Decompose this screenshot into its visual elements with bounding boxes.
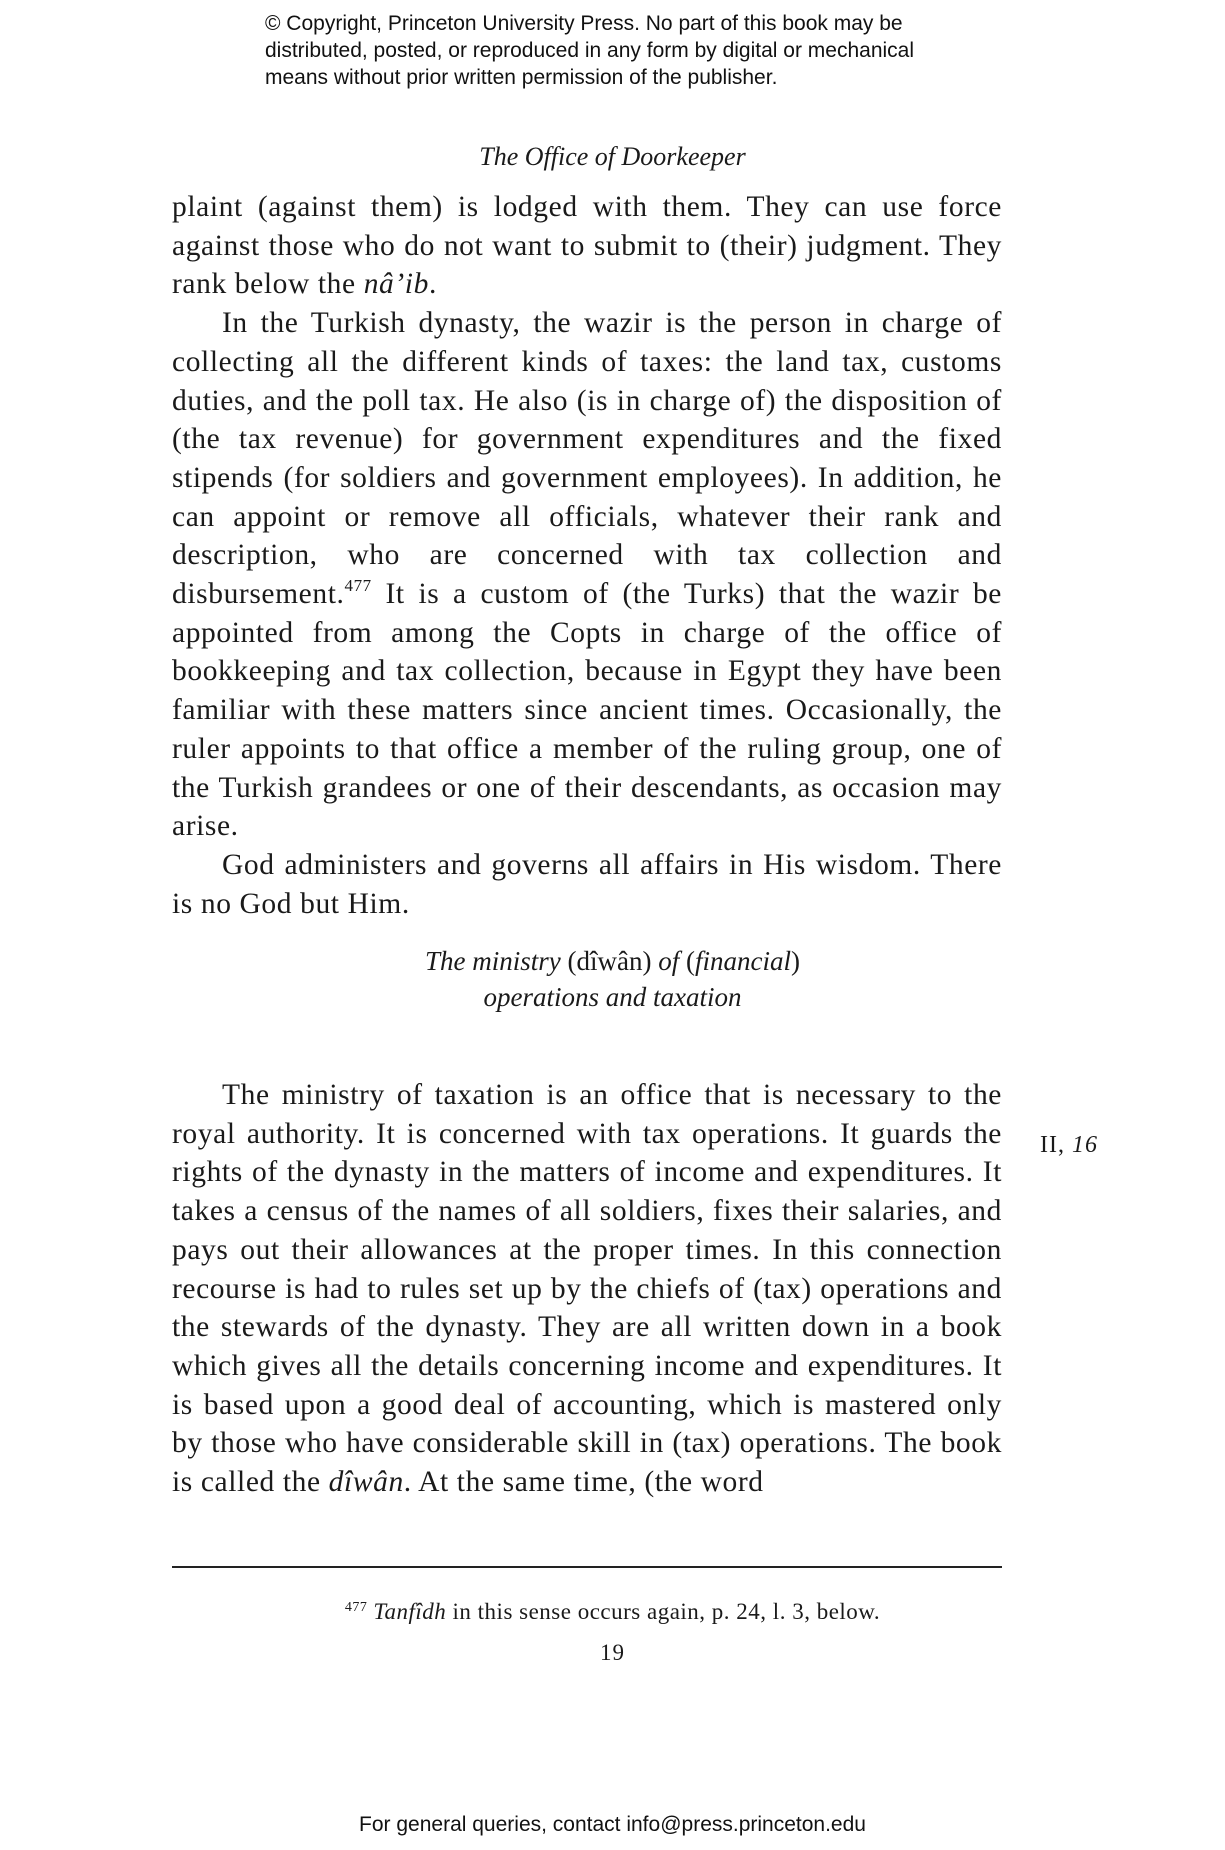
section-heading-line-2: operations and taxation [483,982,742,1012]
paragraph: God administers and governs all affairs in His wisdom. There is no God but Him. [172,848,1002,920]
italic-term: dîwân [328,1466,404,1499]
section-heading [0,943,1225,1015]
section-heading-line-1 [0,943,1225,979]
heading-part: ( [679,946,695,976]
copyright-line: distributed, posted, or reproduced in any form by digital or mechanical [265,39,915,62]
margin-reference [1040,1130,1098,1160]
paragraph [172,304,1002,846]
copyright-line: © Copyright, Princeton University Press. No part of this book may be [265,12,903,35]
running-head: The Office of Doorkeeper [479,142,746,171]
footnote [0,1593,1225,1627]
paragraph-continuation [172,188,1002,304]
footnote-term: Tanfîdh [373,1599,447,1624]
paragraph-text: The ministry of taxation is an office that is necessary to the royal authority. It is concerned with tax operations. It guards the rights of the dynasty in the matters of income and expenditures. It takes a census of the names of all soldiers, fixes their salaries, and pays out their allowances at the proper times. In this connection recourse is had to rules set up by the chiefs of (tax) operations and the stewards of the dynasty. They are all written down in a book which gives all the details concerning income and expenditures. It is based upon a good deal of accounting, which is mastered only by those who have considerable skill in (tax) operations. The book is called the [172,1079,1002,1499]
margin-volume: II, [1040,1132,1065,1158]
main-text-top [172,188,1002,923]
main-text-bottom [172,1076,1002,1502]
copyright-notice [265,10,1025,91]
footnote-number: 477 [344,1600,368,1615]
copyright-line: means without prior written permission of the publisher. [265,66,778,89]
paragraph-text: . [428,268,437,301]
paragraph-text: In the Turkish dynasty, the wazir is the person in charge of collecting all the different kinds of taxes: the land tax, customs duties, and the poll tax. He also (is in charge of) the disposition of (the tax revenue) for government expenditures and the fixed stipends (for soldiers and government employees). In addition, he can appoint or remove all officials, whatever their rank and description, who are concerned with tax collection and disbursement. [172,307,1002,611]
heading-part: financial [695,946,791,976]
heading-part: (dîwân) [560,946,659,976]
heading-part: ) [791,946,800,976]
margin-page: 16 [1071,1132,1098,1158]
italic-term: nâ’ib [363,268,429,301]
footnote-reference[interactable]: 477 [344,576,372,596]
footnote-text: in this sense occurs again, p. 24, l. 3, below. [446,1599,881,1624]
contact-line: For general queries, contact info@press.princeton.edu [359,1813,866,1836]
footnote-divider [172,1566,1002,1568]
heading-part: of [658,946,680,976]
paragraph-text: . At the same time, (the word [403,1466,764,1499]
heading-part: The ministry [425,946,561,976]
paragraph-text: plaint (against them) is lodged with them. They can use force against those who do not want to submit to (their) judgment. They rank below the [172,191,1002,301]
paragraph-text: It is a custom of (the Turks) that the wazir be appointed from among the Copts in charge of the office of bookkeeping and tax collection, because in Egypt they have been familiar with these matters since ancient times. Occasionally, the ruler appoints to that office a member of the ruling group, one of the Turkish grandees or one of their descendants, as occasion may arise. [172,578,1002,843]
paragraph [172,1076,1002,1502]
page-number: 19 [600,1640,625,1665]
